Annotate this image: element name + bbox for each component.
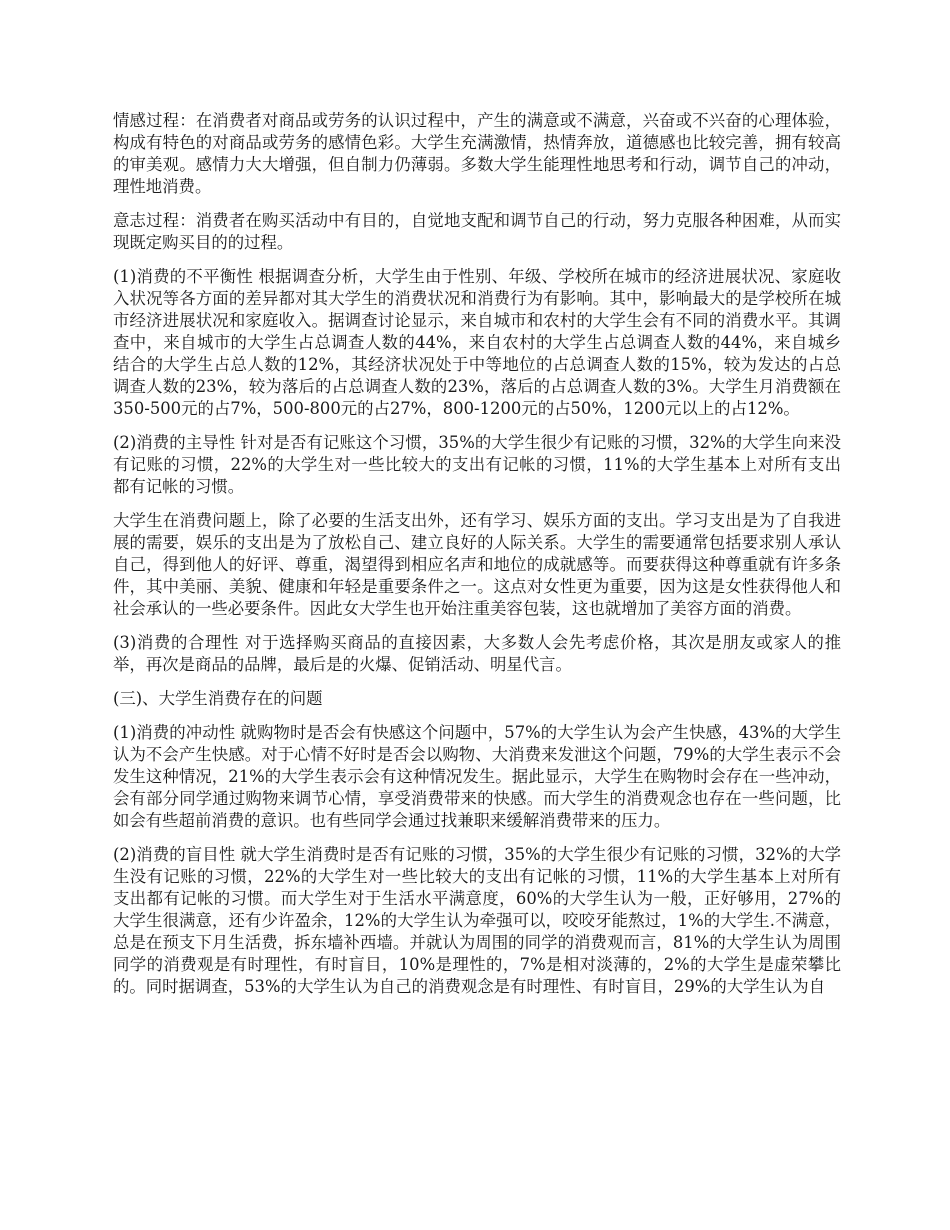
paragraph-rationality: (3)消费的合理性 对于选择购买商品的直接因素，大多数人会先考虑价格，其次是朋友或家人的推举，再次是商品的品牌，最后是的火爆、促销活动、明星代言。 [113,633,841,674]
paragraph-dominance: (2)消费的主导性 针对是否有记账这个习惯，35%的大学生很少有记账的习惯，32%的大学生向来没有记账的习惯，22%的大学生对一些比较大的支出有记帐的习惯，11%的大学生基本上对所有支出都有记帐的习惯。 [113,433,841,496]
paragraph-emotion-process: 情感过程：在消费者对商品或劳务的认识过程中，产生的满意或不满意，兴奋或不兴奋的心理体验，构成有特色的对商品或劳务的感情色彩。大学生充满激情，热情奔放，道德感也比较完善，拥有较高的审美观。感情力大大增强，但自制力仍薄弱。多数大学生能理性地思考和行动，调节自己的冲动，理性地消费。 [113,111,841,196]
section-heading: (三)、大学生消费存在的问题 [113,689,323,708]
paragraph-impulsiveness: (1)消费的冲动性 就购物时是否会有快感这个问题中，57%的大学生认为会产生快感，43%的大学生认为不会产生快感。对于心情不好时是否会以购物、大消费来发泄这个问题，79%的大学生表示不会发生这种情况，21%的大学生表示会有这种情况发生。据此显示，大学生在购物时会存在一些冲动，会有部分同学通过购物来调节心情，享受消费带来的快感。而大学生的消费观念也存在一些问题，比如会有些超前消费的意识。也有些同学会通过找兼职来缓解消费带来的压力。 [113,723,841,830]
paragraph-imbalance: (1)消费的不平衡性 根据调查分析，大学生由于性别、年级、学校所在城市的经济进展状况、家庭收入状况等各方面的差异都对其大学生的消费状况和消费行为有影响。其中，影响最大的是学校所在城市经济进展状况和家庭收入。据调查讨论显示，来自城市和农村的大学生会有不同的消费水平。其调查中，来自城市的大学生占总调查人数的44%，来自农村的大学生占总调查人数的44%，来自城乡结合的大学生占总人数的12%，其经济状况处于中等地位的占总调查人数的15%，较为发达的占总调查人数的23%，较为落后的占总调查人数的23%，落后的占总调查人数的3%。大学生月消费额在350-500元的占7%，500-800元的占27%，800-1200元的占50%，1200元以上的占12%。 [113,267,841,418]
paragraph-spending-needs: 大学生在消费问题上，除了必要的生活支出外，还有学习、娱乐方面的支出。学习支出是为了自我进展的需要，娱乐的支出是为了放松自己、建立良好的人际关系。大学生的需要通常包括要求别人承认自己，得到他人的好评、尊重，渴望得到相应名声和地位的成就感等。而要获得这种尊重就有许多条件，其中美丽、美貌、健康和年轻是重要条件之一。这点对女性更为重要，因为这是女性获得他人和社会承认的一些必要条件。因此女大学生也开始注重美容包装，这也就增加了美容方面的消费。 [113,511,841,618]
document-page [113,110,841,1010]
paragraph-blindness: (2)消费的盲目性 就大学生消费时是否有记账的习惯，35%的大学生很少有记账的习惯，32%的大学生没有记账的习惯，22%的大学生对一些比较大的支出有记帐的习惯，11%的大学生基本上对所有支出都有记帐的习惯。而大学生对于生活水平满意度，60%的大学生认为一般，正好够用，27%的大学生很满意，还有少许盈余，12%的大学生认为牵强可以，咬咬牙能熬过，1%的大学生.不满意，总是在预支下月生活费，拆东墙补西墙。并就认为周围的同学的消费观而言，81%的大学生认为周围同学的消费观是有时理性，有时盲目，10%是理性的，7%是相对淡薄的，2%的大学生是虚荣攀比的。同时据调查，53%的大学生认为自己的消费观念是有时理性、有时盲目，29%的大学生认为自 [113,845,841,996]
paragraph-will-process: 意志过程：消费者在购买活动中有目的，自觉地支配和调节自己的行动，努力克服各种困难，从而实现既定购买目的的过程。 [113,211,841,252]
